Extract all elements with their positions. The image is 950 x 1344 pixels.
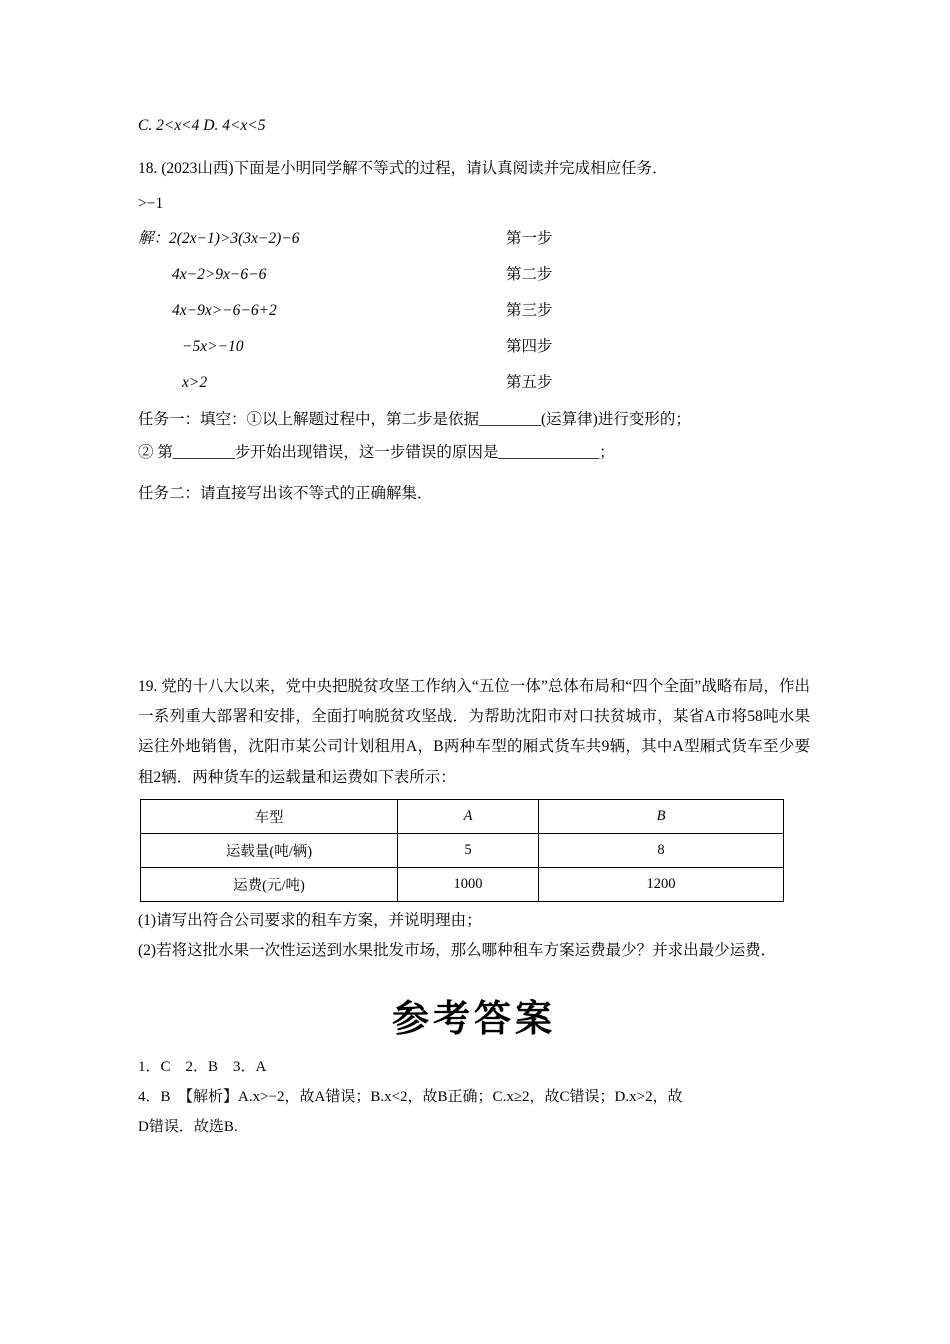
problem-18-step-2 (138, 266, 553, 283)
problem-19-subquestions (138, 906, 810, 966)
problem-18-step-5 (138, 374, 553, 391)
step-3-label: 第三步 (506, 302, 553, 319)
step-4-math: −5x>−10 (182, 338, 244, 355)
table-row (141, 833, 784, 867)
step-1-label: 第一步 (506, 230, 553, 247)
problem-18-stem: 18. (2023山西)下面是小明同学解不等式的过程，请认真阅读并完成相应任务． (138, 160, 668, 177)
problem-18-step-4 (138, 338, 553, 355)
step-5-math: x>2 (182, 374, 208, 391)
problem-18-task1-line1: 任务一：填空：①以上解题过程中，第二步是依据________(运算律)进行变形的； (138, 411, 691, 428)
freight-table (140, 799, 784, 902)
problem-17-options (138, 118, 266, 134)
answers-body (138, 1052, 810, 1142)
step-3-math: 4x−9x>−6−6+2 (172, 302, 277, 319)
problem-19 (138, 672, 810, 1142)
problem-18-step-1 (138, 230, 553, 247)
table-cell-cost-b: 1200 (539, 867, 784, 901)
table-cell-vehicle-type-header: 车型 (141, 799, 398, 833)
step-4-label: 第四步 (506, 338, 553, 355)
problem-19-paragraph: 19. 党的十八大以来，党中央把脱贫攻坚工作纳入“五位一体”总体布局和“四个全面”战略布局，作出一系列重大部署和安排，全面打响脱贫攻坚战．为帮助沈阳市对口扶贫城市，某省A市将58吨水果运往外地销售，沈阳市某公司计划租用A，B两种车型的厢式货车共9辆，其中A型厢式货车至少要租2辆．两种货车的运载量和运费如下表所示： (138, 678, 810, 786)
step-2-math: 4x−2>9x−6−6 (172, 266, 267, 283)
answers-line-1: 1．C 2．B 3．A (138, 1059, 267, 1076)
answers-line-3: D错误．故选B. (138, 1119, 238, 1136)
problem-18-task2: 任务二：请直接写出该不等式的正确解集． (138, 485, 433, 502)
answers-line-2: 4．B 【解析】A.x>−2，故A错误；B.x<2，故B正确；C.x≥2，故C错误；D.x>2，故 (138, 1089, 683, 1106)
step-2-label: 第二步 (506, 266, 553, 283)
problem-19-sub1: (1)请写出符合公司要求的租车方案，并说明理由； (138, 911, 482, 929)
problem-19-sub2: (2)若将这批水果一次性运送到水果批发市场，那么哪种租车方案运费最少？并求出最少运费． (138, 942, 777, 960)
table-cell-cost-a: 1000 (398, 867, 539, 901)
table-row (141, 867, 784, 901)
table-cell-vehicle-type-b: B (539, 799, 784, 833)
problem-18-step-3 (138, 302, 553, 319)
answers-section-title: 参考答案 (392, 997, 556, 1041)
table-cell-cost-header: 运费(元/吨) (141, 867, 398, 901)
table-row (141, 799, 784, 833)
problem-18-task1-line2: ② 第________步开始出现错误，这一步错误的原因是_____________； (138, 444, 615, 461)
problem-18-inequality-header: >−1 (138, 195, 164, 212)
table-cell-capacity-header: 运载量(吨/辆) (141, 833, 398, 867)
table-cell-vehicle-type-a: A (398, 799, 539, 833)
problem-17-options-text: C. 2<x<4 D. 4<x<5 (138, 117, 266, 134)
table-cell-capacity-a: 5 (398, 833, 539, 867)
step-1-math: 解：2(2x−1)>3(3x−2)−6 (138, 230, 300, 247)
step-5-label: 第五步 (506, 374, 553, 391)
table-cell-capacity-b: 8 (539, 833, 784, 867)
